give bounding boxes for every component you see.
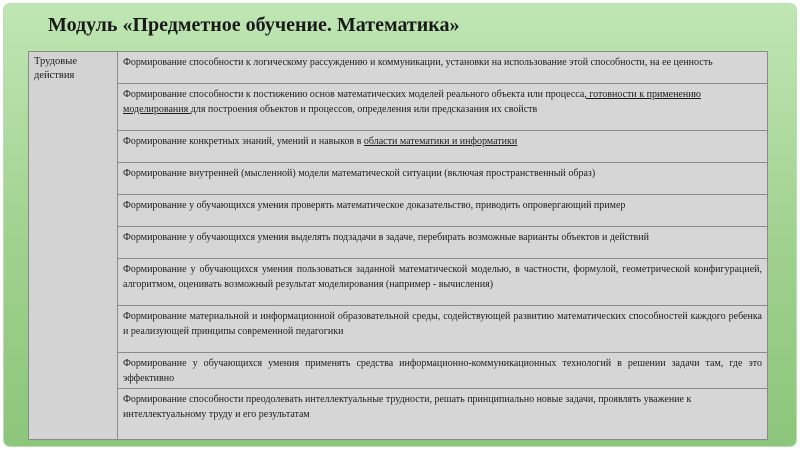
- row-text: Формирование конкретных знаний, умений и навыков в: [123, 136, 364, 147]
- table-row: [118, 227, 768, 259]
- table-row: [118, 131, 768, 163]
- row-text: Формирование у обучающихся умения проверять математическое доказательство, приводить опровергающий пример: [123, 200, 626, 211]
- labor-actions-table: [28, 51, 768, 440]
- table-row: [118, 353, 768, 389]
- row-text: Формирование материальной и информационной образовательной среды, содействующей развитию математических способностей каждого ребенка и реализующей принципы современной педагогики: [123, 311, 762, 337]
- row-text: Формирование способности к постижению основ математических моделей реального объекта или процесса: [123, 89, 585, 100]
- table-row: [118, 306, 768, 353]
- row-text: Формирование способности преодолевать интеллектуальные трудности, решать принципиально новые задачи, проявлять уважение к интеллектуальному труду и его результатам: [123, 394, 692, 420]
- row-text: Формирование у обучающихся умения выделять подзадачи в задаче, перебирать возможные варианты объектов и действий: [123, 232, 649, 243]
- row-text: Формирование у обучающихся умения применять средства информационно-коммуникационных технологий в решении задачи там, где это эффективно: [123, 358, 762, 384]
- row-text: для построения объектов и процессов, определения или предсказания их свойств: [190, 104, 538, 115]
- page-title: Модуль «Предметное обучение. Математика»: [48, 14, 460, 36]
- row-text: Формирование у обучающихся умения пользоваться заданной математической моделью, в частности, формулой, геометрической конфигурацией, алгоритмом, оценивать возможный результат моделирования (например - вычисления): [123, 264, 762, 290]
- row-text: Формирование внутренней (мысленной) модели математической ситуации (включая пространственный образ): [123, 168, 596, 179]
- table-row: [118, 52, 768, 84]
- table-row: [118, 259, 768, 306]
- row-text: Формирование способности к логическому рассуждению и коммуникации, установки на использование этой способности, на ее ценность: [123, 57, 713, 68]
- table-row: [118, 195, 768, 227]
- row-underlined-text: области математики и информатики: [363, 136, 518, 147]
- row-underlined-text: , готовности к применению моделирования: [123, 89, 702, 115]
- table-row: [118, 389, 768, 440]
- table-row: [118, 163, 768, 195]
- table-header-cell: Трудовые действия: [29, 52, 118, 440]
- table-row: [118, 84, 768, 131]
